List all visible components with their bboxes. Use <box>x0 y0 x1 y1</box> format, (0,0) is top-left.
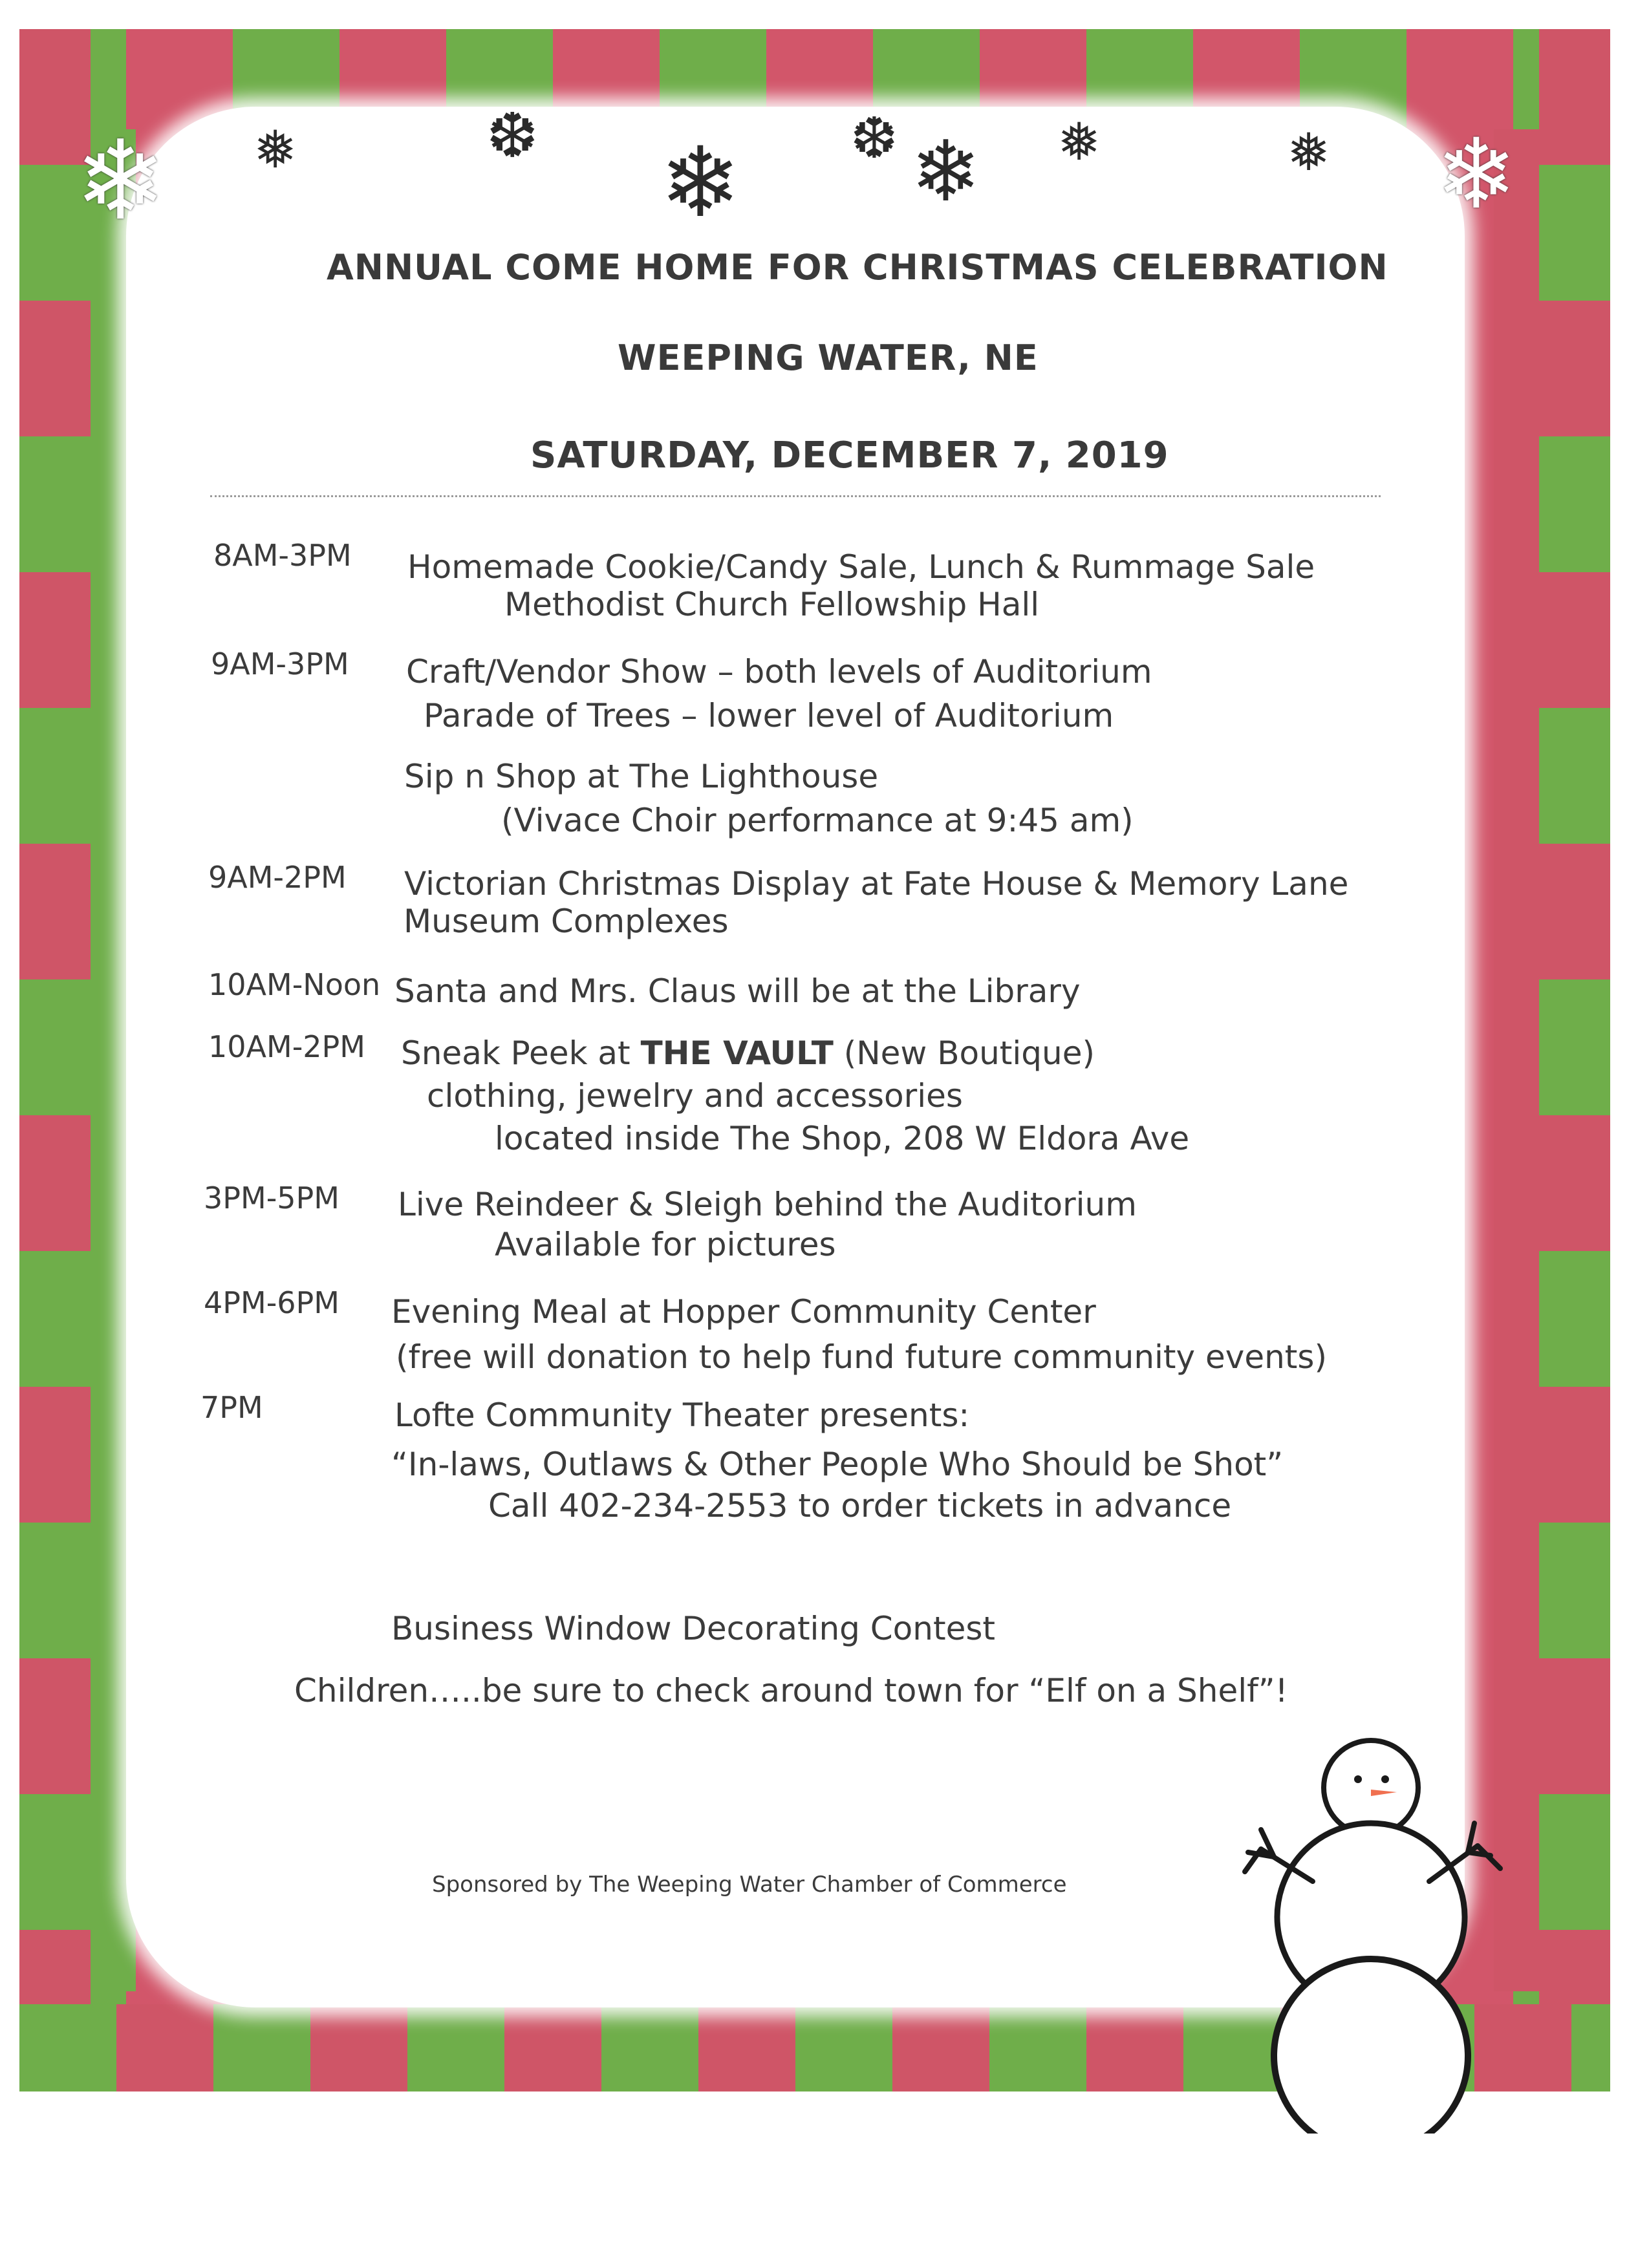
snowflake-icon: ❄ <box>911 122 981 220</box>
snowflake-icon: ❅ <box>253 120 297 180</box>
time-label: 4PM-6PM <box>204 1285 339 1320</box>
event-line: Craft/Vendor Show – both levels of Auditorium <box>406 653 1152 690</box>
event-line: Lofte Community Theater presents: <box>394 1396 970 1434</box>
event-text: Sneak Peek at <box>401 1034 630 1072</box>
vault-name: THE VAULT <box>640 1034 834 1072</box>
snowflake-icon: ❆ <box>486 100 539 172</box>
time-label: 8AM-3PM <box>213 538 352 573</box>
snowflake-icon: ❅ <box>1287 122 1331 182</box>
event-line <box>401 1034 1095 1072</box>
time-label: 10AM-Noon <box>208 967 381 1002</box>
event-line: Parade of Trees – lower level of Auditorium <box>424 697 1114 734</box>
event-line: Santa and Mrs. Claus will be at the Library <box>394 972 1081 1010</box>
time-label: 9AM-3PM <box>211 647 349 681</box>
event-line: Methodist Church Fellowship Hall <box>504 586 1040 623</box>
event-line: Victorian Christmas Display at Fate House & Memory Lane <box>404 865 1349 903</box>
event-location: WEEPING WATER, NE <box>618 337 1039 378</box>
event-text: (New Boutique) <box>843 1034 1095 1072</box>
left-border-stripes <box>19 29 91 2091</box>
snowflake-icon: ❆ <box>850 105 898 171</box>
snowflake-icon: ❄ <box>74 117 167 245</box>
time-label: 10AM-2PM <box>208 1029 365 1064</box>
snowman-icon <box>1235 1713 1507 2134</box>
event-line: Homemade Cookie/Candy Sale, Lunch & Rummage Sale <box>407 548 1315 586</box>
event-line: “In-laws, Outlaws & Other People Who Should be Shot” <box>391 1446 1284 1483</box>
right-border-stripes <box>1539 29 1610 2091</box>
snowflake-icon: ❅ <box>1057 112 1101 172</box>
event-line: Museum Complexes <box>404 903 729 940</box>
event-line: Available for pictures <box>495 1226 836 1263</box>
event-line: Call 402-234-2553 to order tickets in advance <box>488 1487 1232 1524</box>
event-line: Sip n Shop at The Lighthouse <box>404 758 879 795</box>
contest-line: Business Window Decorating Contest <box>391 1610 995 1647</box>
snowman-base <box>1274 1959 1468 2134</box>
time-label: 3PM-5PM <box>204 1181 339 1215</box>
event-line: located inside The Shop, 208 W Eldora Ave <box>495 1120 1190 1157</box>
event-title: ANNUAL COME HOME FOR CHRISTMAS CELEBRATION <box>327 247 1388 288</box>
event-date: SATURDAY, DECEMBER 7, 2019 <box>530 434 1169 476</box>
snowflake-icon: ❄ <box>1436 118 1517 231</box>
snowman-eye <box>1381 1775 1389 1783</box>
divider <box>210 495 1381 497</box>
children-line: Children…..be sure to check around town for “Elf on a Shelf”! <box>294 1672 1288 1709</box>
event-line: Live Reindeer & Sleigh behind the Auditorium <box>398 1186 1137 1223</box>
event-line: (Vivace Choir performance at 9:45 am) <box>501 802 1134 839</box>
sponsor-line: Sponsored by The Weeping Water Chamber of Commerce <box>432 1872 1067 1898</box>
right-red-band <box>1494 129 1539 1991</box>
snowman-eye <box>1354 1775 1362 1783</box>
event-line: (free will donation to help fund future community events) <box>396 1338 1327 1376</box>
time-label: 7PM <box>200 1390 263 1425</box>
snowflake-icon: ❄ <box>660 127 741 239</box>
time-label: 9AM-2PM <box>208 860 347 895</box>
event-line: clothing, jewelry and accessories <box>427 1077 963 1115</box>
event-line: Evening Meal at Hopper Community Center <box>391 1293 1096 1331</box>
